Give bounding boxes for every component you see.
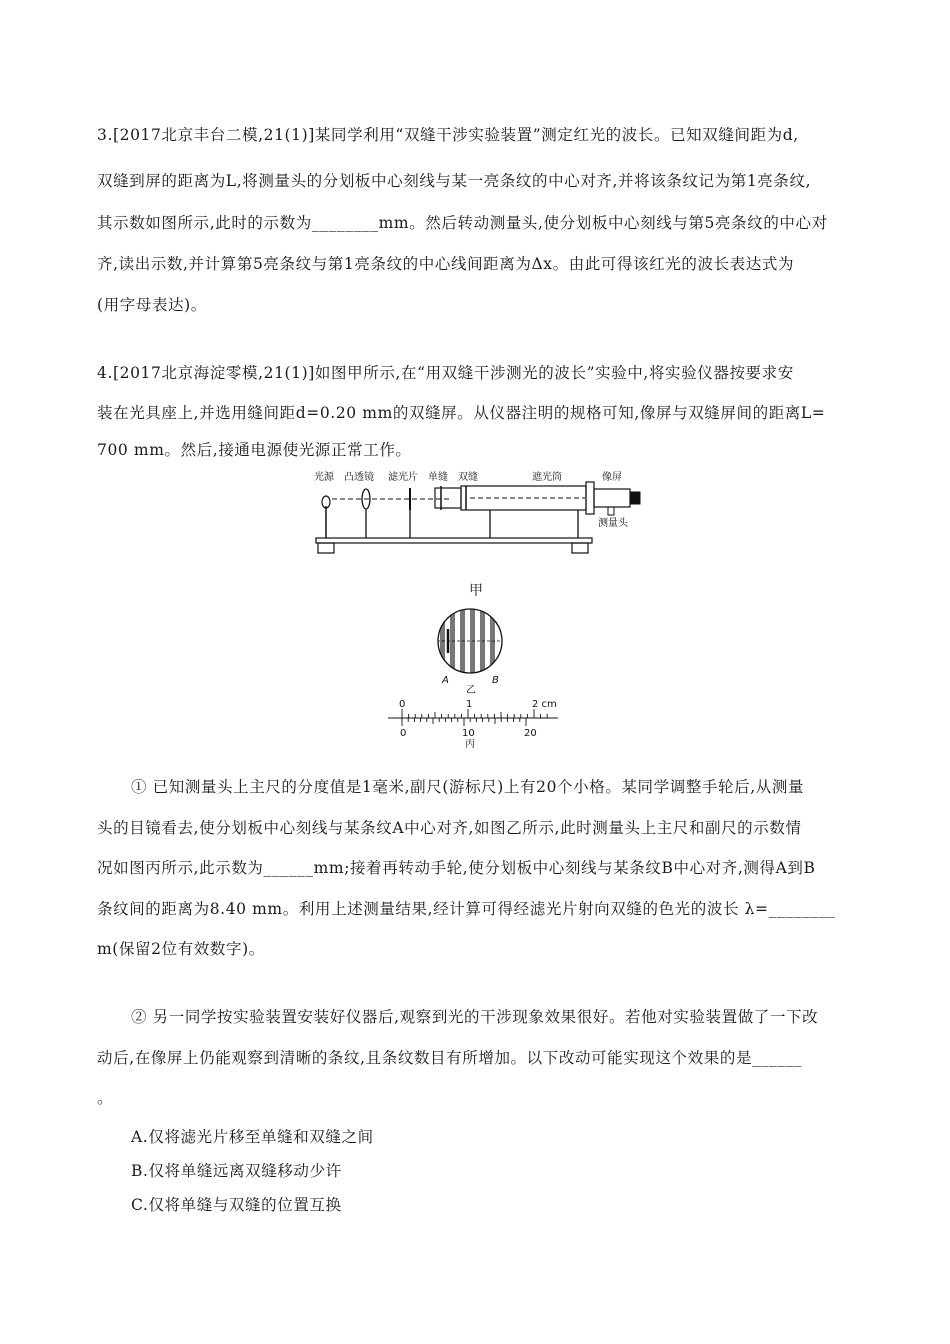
figure-caption-bing: 丙 xyxy=(465,739,475,750)
q3-line-3: 其示数如图所示,此时的示数为________mm。然后转动测量头,使分划板中心刻线与第5亮条纹的中心对 xyxy=(97,214,828,232)
fringe-view-figure xyxy=(432,604,512,694)
part1-line-5: m(保留2位有效数字)。 xyxy=(97,940,265,958)
q3-line-2: 双缝到屏的距离为L,将测量头的分划板中心刻线与某一亮条纹的中心对齐,并将该条纹记为第1亮条纹, xyxy=(97,172,812,190)
bench-foot-right xyxy=(572,543,588,553)
slit-holder xyxy=(435,488,461,508)
q4-line-2: 装在光具座上,并选用缝间距d=0.20 mm的双缝屏。从仪器注明的规格可知,像屏与双缝屏间的距离L= xyxy=(97,404,826,422)
option-b: B.仅将单缝远离双缝移动少许 xyxy=(131,1162,342,1180)
vernier-label-10: 10 xyxy=(462,728,475,739)
q3-line-5: (用字母表达)。 xyxy=(97,296,207,314)
screen-icon xyxy=(586,482,594,514)
main-scale-ticks xyxy=(402,709,547,718)
vernier-scale-figure xyxy=(388,694,568,750)
optical-bench xyxy=(316,538,592,543)
part2-line-1: ② 另一同学按实验装置安装好仪器后,观察到光的干涉现象效果很好。若他对实验装置做了一下改 xyxy=(131,1008,819,1026)
fringe-label-b: B xyxy=(492,675,499,686)
part1-line-4: 条纹间的距离为8.40 mm。利用上述测量结果,经计算可得经滤光片射向双缝的色光的波长 λ=________ xyxy=(97,900,836,918)
option-c: C.仅将单缝与双缝的位置互换 xyxy=(131,1196,342,1214)
eyepiece-icon xyxy=(630,492,640,504)
part2-line-3: 。 xyxy=(97,1089,114,1107)
label-filter: 滤光片 xyxy=(388,472,418,483)
part2-line-2: 动后,在像屏上仍能观察到清晰的条纹,且条纹数目有所增加。以下改动可能实现这个效果的是______ xyxy=(97,1049,803,1067)
label-tube: 遮光筒 xyxy=(532,472,562,483)
vernier-label-0: 0 xyxy=(400,728,407,739)
vernier-scale-ticks xyxy=(402,718,526,726)
label-measuring-head: 测量头 xyxy=(598,518,628,529)
fringe-label-a: A xyxy=(442,675,449,686)
apparatus-figure xyxy=(300,462,660,592)
figure-caption-jia: 甲 xyxy=(469,583,484,599)
label-single-slit: 单缝 xyxy=(428,472,448,483)
option-a: A.仅将滤光片移至单缝和双缝之间 xyxy=(131,1128,374,1146)
main-scale-label-0: 0 xyxy=(399,699,406,710)
handwheel-icon xyxy=(608,507,614,515)
bench-foot-left xyxy=(318,543,334,553)
label-light-source: 光源 xyxy=(314,472,334,483)
q3-line-4: 齐,读出示数,并计算第5亮条纹与第1亮条纹的中心线间距离为Δx。由此可得该红光的波长表达式为 xyxy=(97,255,795,273)
label-convex-lens: 凸透镜 xyxy=(344,472,374,483)
q4-line-3: 700 mm。然后,接通电源使光源正常工作。 xyxy=(97,441,412,459)
label-double-slit: 双缝 xyxy=(458,472,478,483)
figure-caption-yi: 乙 xyxy=(466,685,476,694)
main-scale-label-2: 2 cm xyxy=(532,699,557,710)
part1-line-2: 头的目镜看去,使分划板中心刻线与某条纹A中心对齐,如图乙所示,此时测量头上主尺和副尺的示数情 xyxy=(97,819,802,837)
part1-line-3: 况如图丙所示,此示数为______mm;接着再转动手轮,使分划板中心刻线与某条纹B中心对齐,测得A到B xyxy=(97,859,816,877)
fringe-pattern xyxy=(432,604,512,684)
main-scale-label-1: 1 xyxy=(466,699,473,710)
part1-line-1: ① 已知测量头上主尺的分度值是1毫米,副尺(游标尺)上有20个小格。某同学调整手轮后,从测量 xyxy=(131,778,805,796)
measuring-head-icon xyxy=(594,489,630,507)
q4-line-1: 4.[2017北京海淀零模,21(1)]如图甲所示,在“用双缝干涉测光的波长”实验中,将实验仪器按要求安 xyxy=(97,364,794,382)
label-screen: 像屏 xyxy=(602,472,622,483)
vernier-label-20: 20 xyxy=(524,728,537,739)
q3-line-1: 3.[2017北京丰台二模,21(1)]某同学利用“双缝干涉实验装置”测定红光的波长。已知双缝间距为d, xyxy=(97,126,799,144)
